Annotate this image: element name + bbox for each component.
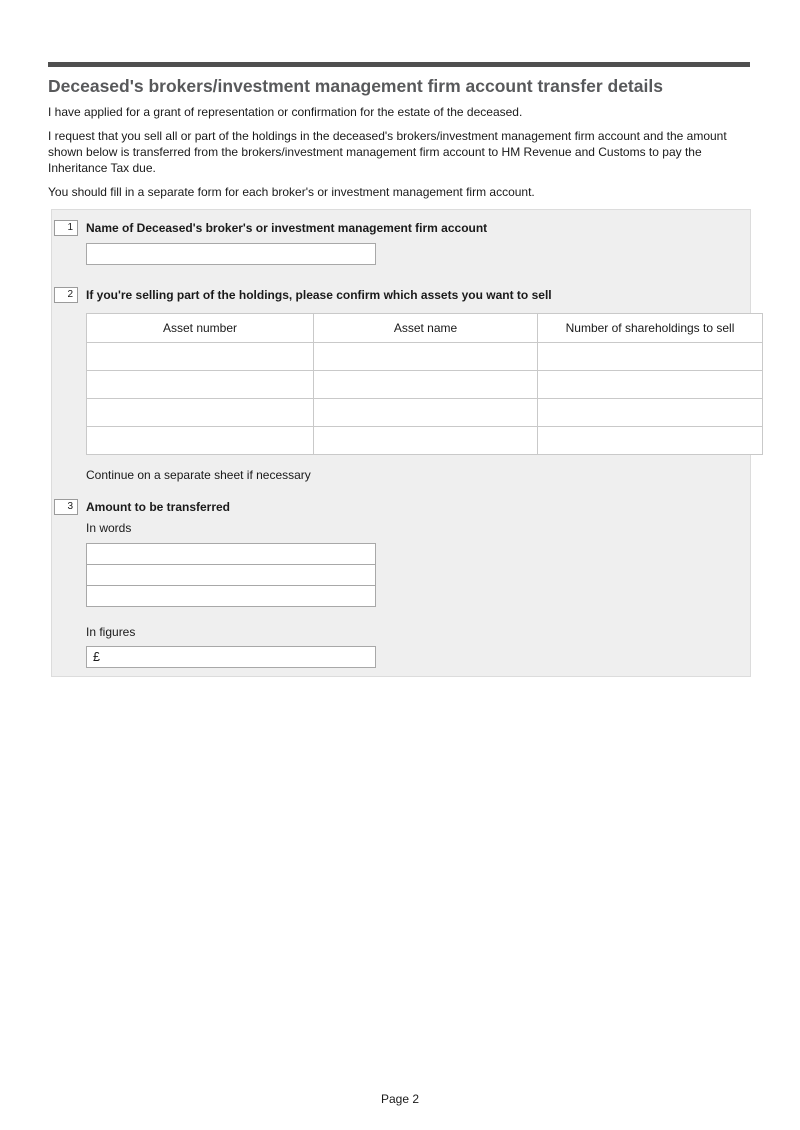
amount-in-words-line-2[interactable]	[86, 564, 376, 586]
question-3	[52, 499, 734, 668]
question-2-label: If you're selling part of the holdings, please confirm which assets you want to sell	[86, 288, 552, 302]
assets-table-cell[interactable]	[87, 343, 314, 371]
assets-table-cell[interactable]	[314, 343, 538, 371]
account-name-input[interactable]	[86, 243, 376, 265]
question-1-label: Name of Deceased's broker's or investment management firm account	[86, 221, 488, 235]
question-1	[52, 220, 734, 265]
assets-table-cell[interactable]	[87, 399, 314, 427]
continue-note: Continue on a separate sheet if necessary	[86, 468, 311, 482]
pound-symbol: £	[93, 650, 100, 664]
question-2	[52, 287, 734, 483]
form-content	[48, 0, 750, 677]
assets-table-cell[interactable]	[538, 371, 763, 399]
page-number: Page 2	[380, 1092, 420, 1106]
amount-in-words-line-3[interactable]	[86, 585, 376, 607]
assets-table-cell[interactable]	[538, 343, 763, 371]
table-row	[87, 399, 763, 427]
amount-in-words-line-1[interactable]	[86, 543, 376, 565]
assets-table-header-asset-number: Asset number	[87, 314, 314, 343]
assets-table-cell[interactable]	[538, 427, 763, 455]
amount-in-figures-input[interactable]	[100, 648, 375, 666]
assets-table-cell[interactable]	[314, 399, 538, 427]
table-row	[87, 343, 763, 371]
intro-paragraph-1: I have applied for a grant of representation or confirmation for the estate of the deceased.	[48, 105, 523, 119]
intro-paragraph-3: You should fill in a separate form for each broker's or investment management firm account.	[48, 185, 535, 199]
assets-table-cell[interactable]	[538, 399, 763, 427]
question-2-number: 2	[54, 287, 78, 303]
header-rule	[48, 62, 750, 67]
assets-table-cell[interactable]	[314, 371, 538, 399]
question-3-number: 3	[54, 499, 78, 515]
form-panel	[51, 209, 751, 677]
question-3-label: Amount to be transferred	[86, 500, 231, 514]
assets-table	[86, 313, 763, 455]
table-row	[87, 427, 763, 455]
amount-in-words-group	[86, 543, 734, 607]
assets-table-cell[interactable]	[87, 371, 314, 399]
amount-in-figures-box[interactable]	[86, 646, 376, 668]
assets-table-cell[interactable]	[87, 427, 314, 455]
question-1-number: 1	[54, 220, 78, 236]
assets-table-header-row	[87, 314, 763, 343]
in-figures-label: In figures	[86, 625, 136, 639]
page-title: Deceased's brokers/investment management firm account transfer details	[48, 76, 663, 96]
table-row	[87, 371, 763, 399]
assets-table-header-asset-name: Asset name	[314, 314, 538, 343]
assets-table-cell[interactable]	[314, 427, 538, 455]
intro-paragraph-2: I request that you sell all or part of the holdings in the deceased's brokers/investment management firm account and the amount shown below is transferred from the brokers/investment management firm account to HM Revenue and Customs to pay the Inheritance Tax due.	[48, 129, 727, 175]
assets-table-header-shareholdings: Number of shareholdings to sell	[538, 314, 763, 343]
in-words-label: In words	[86, 521, 132, 535]
